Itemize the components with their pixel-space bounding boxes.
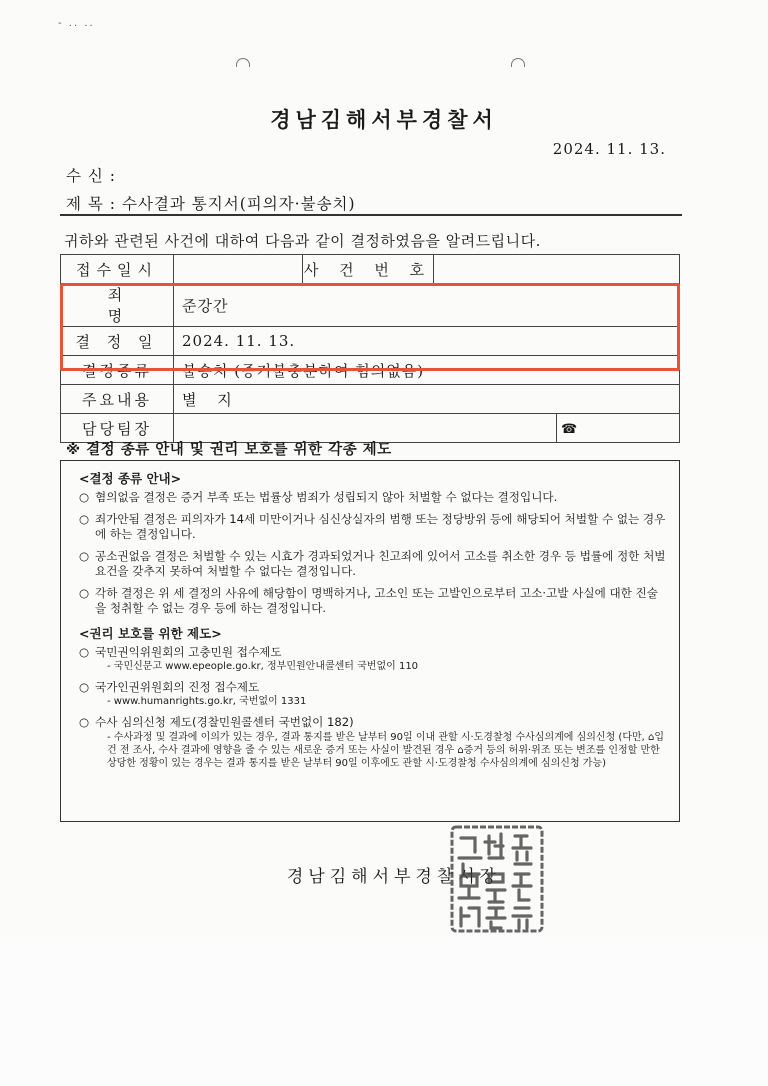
phone-icon: ☎: [561, 422, 579, 437]
officer-label: 담당팀장: [61, 414, 174, 443]
subject-line: [66, 192, 356, 214]
document-date: 2024. 11. 13.: [552, 140, 666, 158]
decision-type-text: 혐의없음 결정은 증거 부족 또는 법률상 범죄가 성립되지 않아 처벌할 수 없다는 결정입니다.: [95, 490, 558, 504]
bullet-icon: ○: [79, 715, 90, 729]
bullet-icon: ○: [79, 549, 90, 563]
rights-title: 국가인권위원회의 진정 접수제도: [95, 680, 260, 694]
bullet-icon: ○: [79, 586, 90, 600]
case-number-value: [434, 255, 680, 284]
scan-corner-mark: - .. ..: [58, 18, 95, 29]
decision-date-label: 결 정 일: [61, 327, 174, 356]
notice-box: [60, 460, 680, 822]
rights-detail: - 수사과정 및 결과에 이의가 있는 경우, 결과 통지를 받은 날부터 90일 이내 관할 시·도경찰청 수사심의계에 심의신청 (다만, ⌂입건 전 조사, 수사 결과에 영향을 줄 수 있는 새로운 증거 또는 사실이 발견된 경우 ⌂증거 등의 허위·위조 또는 변조를 인정할 만한 상당한 정황이 있는 경우는 결과 통지를 받은 날부터 90일 이후에도 관할 시·도경찰청 수사심의계에 심의신청 가능): [107, 732, 665, 769]
header-divider: [60, 214, 682, 216]
decision-date-value: 2024. 11. 13.: [174, 327, 680, 356]
list-item: [79, 549, 669, 579]
crime-value: 준강간: [174, 284, 680, 327]
case-number-label: 사 건 번 호: [303, 255, 434, 284]
received-date-label: 접수일시: [61, 255, 174, 284]
subject-label: 제 목 :: [66, 195, 117, 213]
bullet-icon: ○: [79, 490, 90, 504]
notice-heading: ※ 결정 종류 안내 및 권리 보호를 위한 각종 제도: [66, 442, 392, 458]
official-seal-stamp: [449, 824, 545, 934]
phone-cell: [557, 414, 680, 443]
page-bottom-margin: [0, 935, 768, 1086]
seal-lettering: [452, 826, 542, 827]
list-item: [79, 680, 669, 708]
intro-sentence: 귀하와 관련된 사건에 대하여 다음과 같이 결정하였음을 알려드립니다.: [64, 232, 541, 250]
rights-title: 국민권익위원회의 고충민원 접수제도: [95, 645, 282, 659]
binder-hole-mark: [236, 58, 250, 67]
highlight-annotation-box: [60, 283, 680, 371]
rights-heading: <권리 보호를 위한 제도>: [79, 626, 222, 641]
bullet-icon: ○: [79, 645, 90, 659]
main-content-value: 별 지: [174, 385, 680, 414]
main-content-label: 주요내용: [61, 385, 174, 414]
table-row: [61, 385, 680, 414]
subject-value: 수사결과 통지서(피의자·불송치): [121, 195, 356, 213]
decision-type-text: 각하 결정은 위 세 결정의 사유에 해당함이 명백하거나, 고소인 또는 고발인으로부터 고소·고발 사실에 대한 진술을 청취할 수 없는 경우 등에 하는 결정입니다.: [95, 586, 658, 615]
decision-type-label: 결정종류: [61, 356, 174, 385]
list-item: [79, 490, 669, 505]
decision-type-text: 공소권없음 결정은 처벌할 수 있는 시효가 경과되었거나 친고죄에 있어서 고소를 취소한 경우 등 법률에 정한 처벌요건을 갖추지 못하여 처벌할 수 없다는 결정입니다.: [95, 549, 666, 578]
rights-detail: - 국민신문고 www.epeople.go.kr, 정부민원안내콜센터 국번없이 110: [107, 661, 419, 672]
rights-detail: - www.humanrights.go.kr, 국번없이 1331: [107, 696, 307, 707]
list-item: [79, 586, 669, 616]
document-title: 경남김해서부경찰서: [270, 107, 498, 132]
recipient-line: [66, 164, 116, 186]
bullet-icon: ○: [79, 680, 90, 694]
decision-type-text: 죄가안됨 결정은 피의자가 14세 미만이거나 심신상실자의 범행 또는 정당방위 등에 해당되어 처벌할 수 없는 경우에 하는 결정입니다.: [95, 512, 666, 541]
decision-type-value: 불송치 (증거불충분하여 혐의없음): [174, 356, 680, 385]
list-item: [79, 512, 669, 542]
table-row: [61, 255, 680, 284]
decision-types-heading: <결정 종류 안내>: [79, 471, 182, 486]
list-item: [79, 715, 669, 770]
binder-hole-mark: [511, 58, 525, 67]
rights-title: 수사 심의신청 제도(경찰민원콜센터 국번없이 182): [95, 715, 354, 729]
received-date-value: [174, 255, 303, 284]
crime-label: 죄 명: [61, 284, 174, 327]
notice-content: [79, 469, 669, 777]
bullet-icon: ○: [79, 512, 90, 526]
issuer-name: 경남김해서부경찰서장: [286, 867, 502, 887]
recipient-label: 수 신 :: [66, 167, 117, 185]
list-item: [79, 645, 669, 673]
